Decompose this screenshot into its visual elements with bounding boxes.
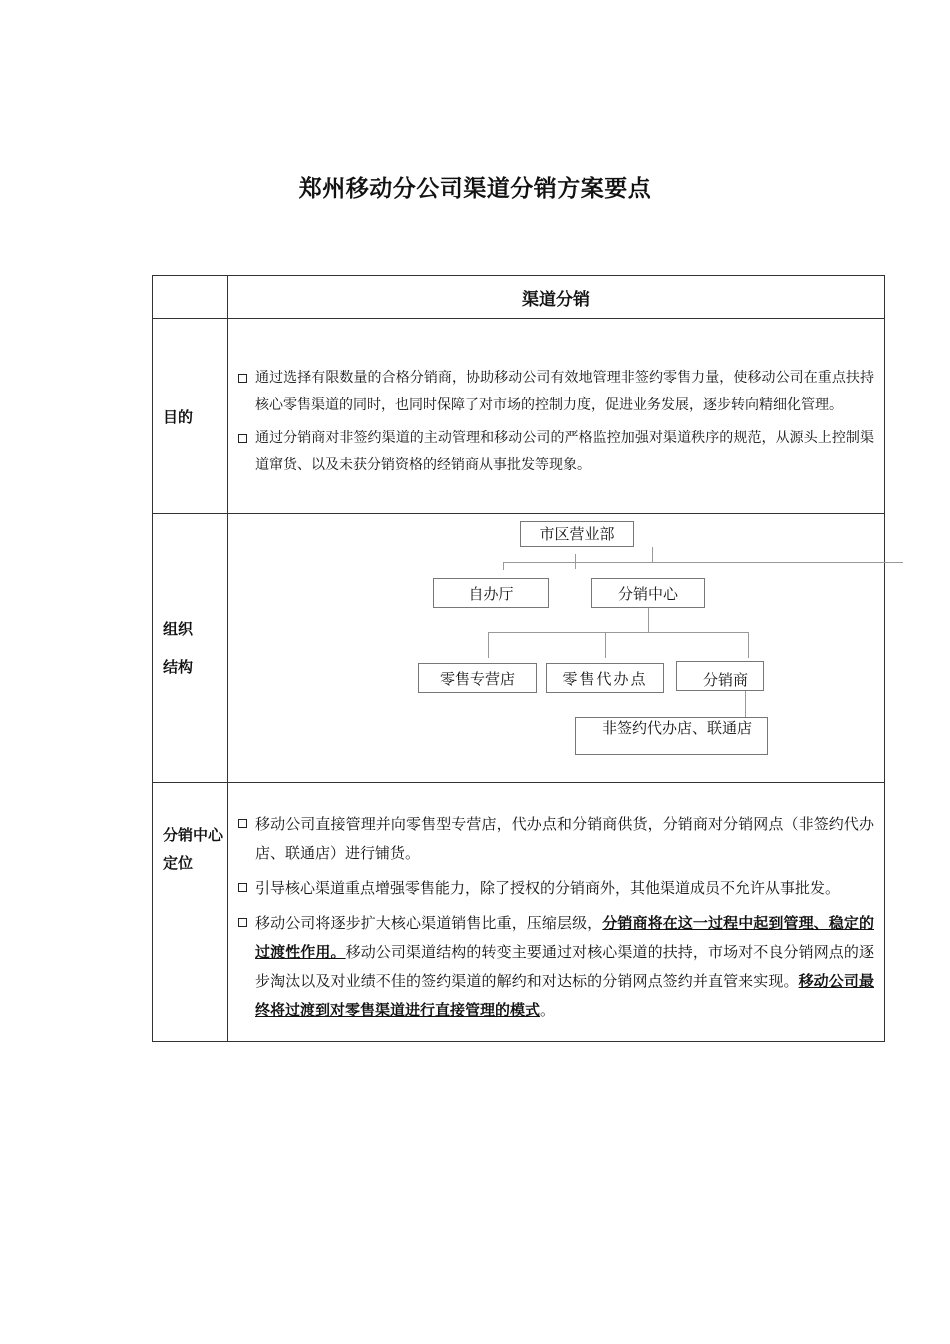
distribution-bullet-3e: 。 (540, 1000, 556, 1019)
node-retail-agent: 零售代办点 (546, 663, 664, 693)
node-distribution-center: 分销中心 (591, 578, 705, 608)
org-label (153, 514, 228, 783)
connector-line (652, 547, 653, 562)
org-chart (228, 514, 884, 782)
list-item (238, 909, 874, 1025)
org-chart-cell (228, 514, 885, 783)
distribution-bullet-3 (255, 909, 874, 1025)
distribution-bullet-3c: 移动公司渠道结构的转变主要通过对核心渠道的扶持，市场对不良分销网点的逐步淘汰以及对业绩不佳的签约渠道的解约和对达标的分销网点签约并直管来实现。 (255, 942, 874, 990)
node-retail-store: 零售专营店 (418, 663, 537, 693)
distribution-row (153, 783, 885, 1042)
distribution-bullet-3-emphasis-2: 移动公司最终将过渡到对零售渠道进行直接管理的模式 (255, 971, 874, 1019)
distribution-bullet-2: 引导核心渠道重点增强零售能力，除了授权的分销商外，其他渠道成员不允许从事批发。 (255, 878, 841, 897)
checkbox-bullet-icon (238, 374, 247, 383)
node-distributor: 分销商 (676, 661, 764, 691)
connector-line (745, 686, 746, 720)
list-item (238, 874, 874, 903)
purpose-content (228, 319, 885, 514)
page-title: 郑州移动分公司渠道分销方案要点 (298, 176, 652, 202)
empty-header-cell (153, 276, 228, 319)
node-self-hall: 自办厅 (433, 578, 549, 608)
distribution-label-cell (153, 783, 228, 1042)
connector-line (503, 562, 903, 563)
distribution-bullet-3a: 移动公司将逐步扩大核心渠道销售比重，压缩层级， (255, 913, 603, 932)
org-label-line2: 结构 (163, 658, 194, 676)
connector-line (648, 604, 649, 632)
distribution-bullet-1: 移动公司直接管理并向零售型专营店，代办点和分销商供货，分销商对分销网点（非签约代办店、联通店）进行铺货。 (255, 814, 874, 862)
distribution-content (228, 783, 885, 1042)
org-label-line1: 组织 (163, 620, 194, 638)
connector-line (575, 554, 576, 569)
org-row (153, 514, 885, 783)
distribution-label: 分销中心定位 (163, 826, 224, 872)
connector-line (605, 632, 606, 658)
table-header: 渠道分销 (228, 276, 885, 319)
purpose-label: 目的 (153, 319, 228, 514)
distribution-bullet-3-emphasis-1: 分销商将在这一过程中起到管理、稳定的过渡性作用。 (255, 913, 874, 961)
node-city-sales: 市区营业部 (520, 521, 634, 547)
node-non-contract: 非签约代办店、联通店 (575, 717, 768, 755)
connector-line (488, 632, 748, 633)
purpose-bullet-1: 通过选择有限数量的合格分销商，协助移动公司有效地管理非签约零售力量，使移动公司在重点扶持核心零售渠道的同时，也同时保障了对市场的控制力度，促进业务发展，逐步转向精细化管理。 (255, 370, 874, 413)
channel-table (152, 275, 885, 1042)
list-item (238, 425, 874, 479)
connector-line (488, 632, 489, 658)
connector-line (748, 632, 749, 658)
connector-line (503, 562, 504, 570)
checkbox-bullet-icon (238, 918, 247, 927)
checkbox-bullet-icon (238, 819, 247, 828)
purpose-row (153, 319, 885, 514)
table-header-row (153, 276, 885, 319)
list-item (238, 810, 874, 868)
checkbox-bullet-icon (238, 883, 247, 892)
checkbox-bullet-icon (238, 434, 247, 443)
list-item (238, 365, 874, 419)
purpose-bullet-2: 通过分销商对非签约渠道的主动管理和移动公司的严格监控加强对渠道秩序的规范，从源头上控制渠道窜货、以及未获分销资格的经销商从事批发等现象。 (255, 430, 874, 473)
